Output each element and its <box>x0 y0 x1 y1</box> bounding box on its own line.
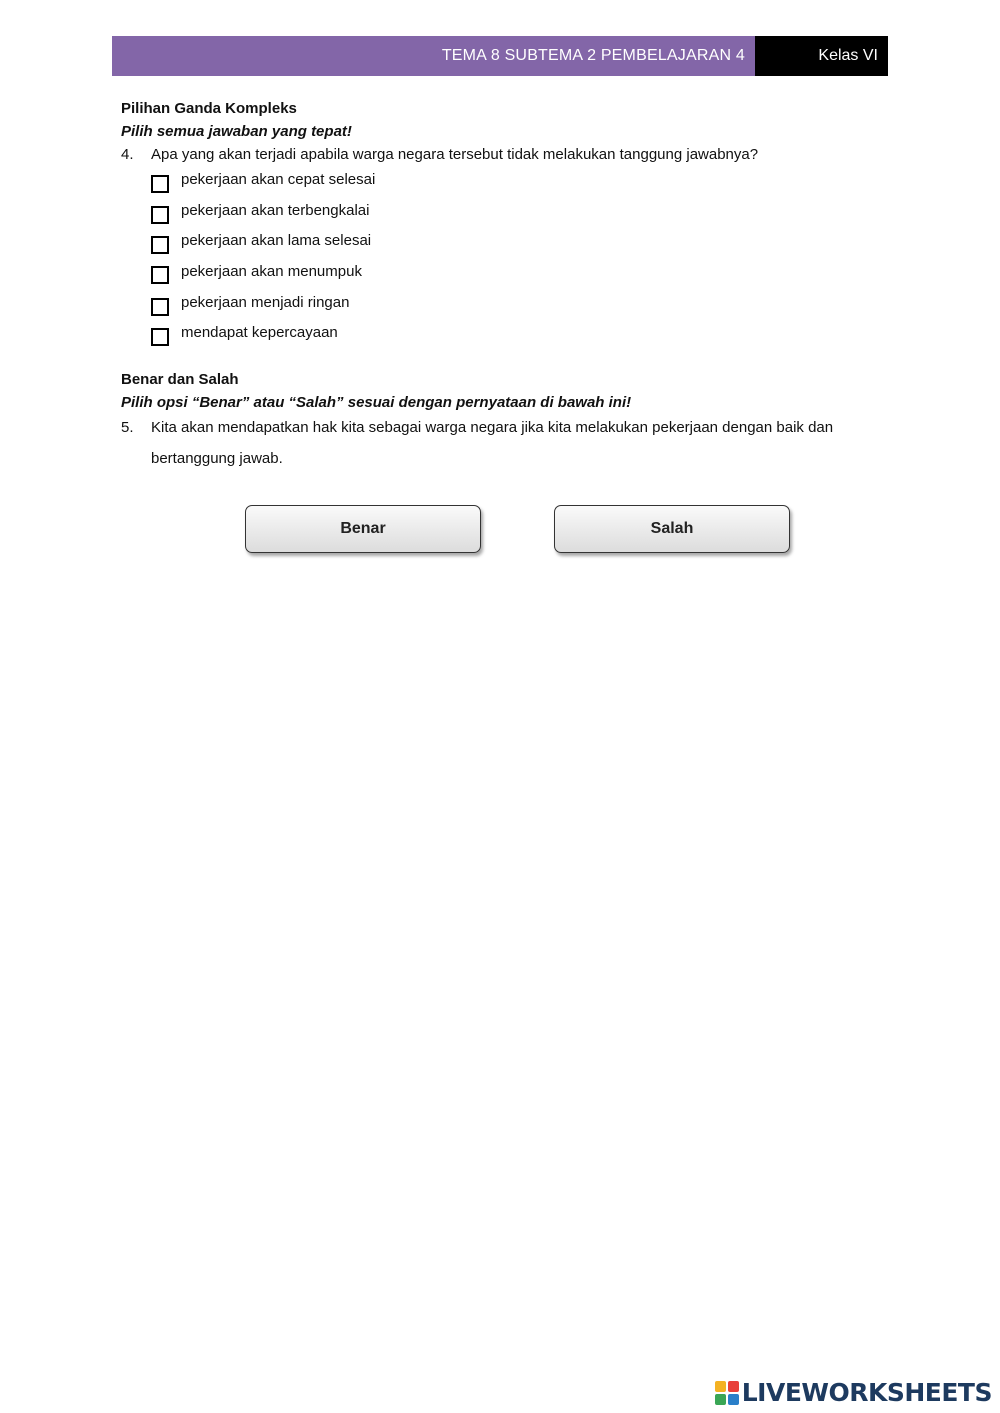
section1-heading: Pilihan Ganda Kompleks <box>121 100 297 117</box>
header-class-label: Kelas VI <box>755 36 888 76</box>
question4-number: 4. <box>121 146 134 163</box>
option-label-4: pekerjaan akan menumpuk <box>181 263 362 280</box>
page-header <box>112 36 888 76</box>
option-checkbox-3[interactable] <box>151 236 169 254</box>
option-label-6: mendapat kepercayaan <box>181 324 338 341</box>
benar-button[interactable]: Benar <box>245 505 481 553</box>
liveworksheets-logo <box>715 1378 992 1407</box>
option-label-3: pekerjaan akan lama selesai <box>181 232 372 249</box>
option-checkbox-2[interactable] <box>151 206 169 224</box>
option-label-5: pekerjaan menjadi ringan <box>181 294 350 311</box>
logo-grid-icon <box>715 1381 739 1405</box>
salah-button[interactable]: Salah <box>554 505 790 553</box>
question5-text-line1: Kita akan mendapatkan hak kita sebagai warga negara jika kita melakukan pekerjaan dengan baik dan <box>151 419 834 436</box>
option-checkbox-4[interactable] <box>151 266 169 284</box>
option-checkbox-5[interactable] <box>151 298 169 316</box>
option-checkbox-6[interactable] <box>151 328 169 346</box>
question5-text-line2: bertanggung jawab. <box>151 450 283 467</box>
option-label-1: pekerjaan akan cepat selesai <box>181 171 376 188</box>
option-checkbox-1[interactable] <box>151 175 169 193</box>
question5-number: 5. <box>121 419 134 436</box>
section1-instruction: Pilih semua jawaban yang tepat! <box>121 123 352 140</box>
section2-instruction: Pilih opsi “Benar” atau “Salah” sesuai dengan pernyataan di bawah ini! <box>121 394 632 411</box>
header-title: TEMA 8 SUBTEMA 2 PEMBELAJARAN 4 <box>112 36 755 76</box>
option-label-2: pekerjaan akan terbengkalai <box>181 202 370 219</box>
question4-text: Apa yang akan terjadi apabila warga negara tersebut tidak melakukan tanggung jawabnya? <box>151 146 759 163</box>
section2-heading: Benar dan Salah <box>121 371 239 388</box>
logo-text: LIVEWORKSHEETS <box>741 1378 992 1407</box>
